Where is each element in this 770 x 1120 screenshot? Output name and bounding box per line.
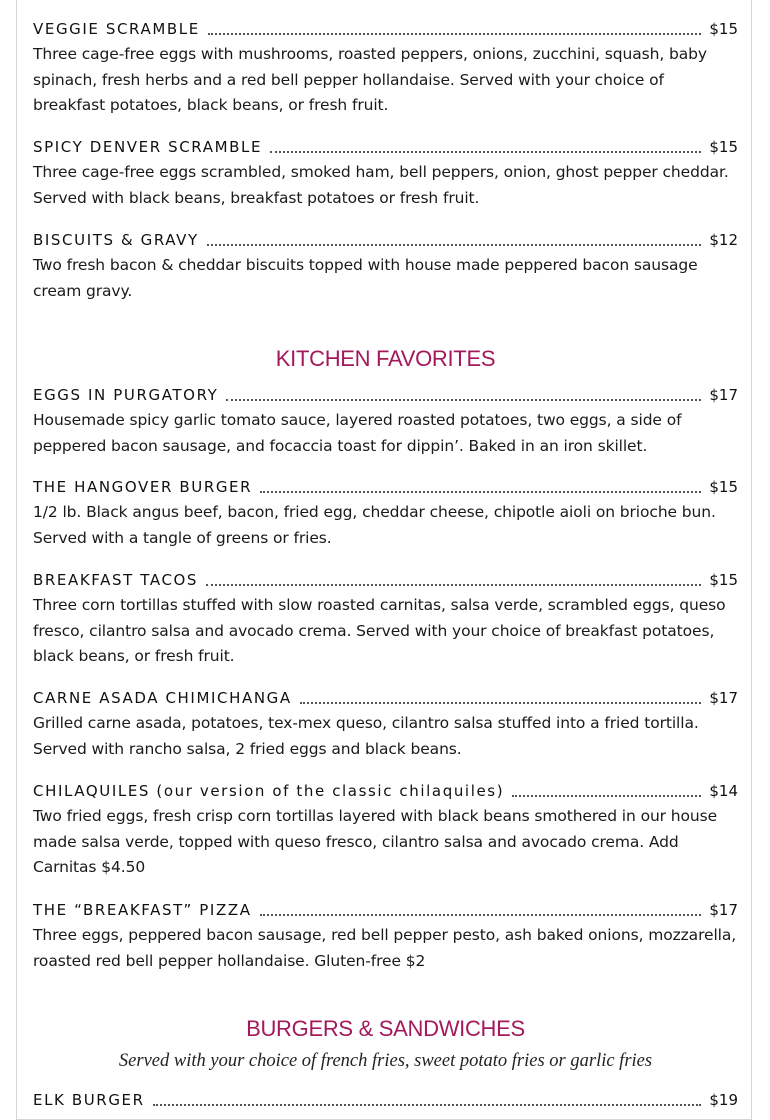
dot-leader <box>260 914 702 916</box>
menu-item-description: Three cage-free eggs scrambled, smoked ham, bell peppers, onion, ghost pepper cheddar. Served with black beans, breakfast potatoes or fresh fruit. <box>33 163 729 207</box>
dot-leader <box>270 151 701 153</box>
menu-item-header <box>33 475 738 497</box>
menu-item-name: ELK BURGER <box>33 1091 145 1109</box>
menu-item-price: $15 <box>709 478 738 496</box>
menu-item-name: BREAKFAST TACOS <box>33 571 199 589</box>
menu-item-price: $12 <box>709 231 738 249</box>
menu-item-name: VEGGIE SCRAMBLE <box>33 20 200 38</box>
menu-item <box>33 898 738 974</box>
menu-item <box>33 383 738 459</box>
menu-item-name: CHILAQUILES (our version of the classic chilaquiles) <box>33 782 505 800</box>
menu-item-description: Two fresh bacon & cheddar biscuits topped with house made peppered bacon sausage cream gravy. <box>33 256 698 300</box>
dot-leader <box>260 491 701 493</box>
menu-item-name: SPICY DENVER SCRAMBLE <box>33 138 263 156</box>
menu-item <box>33 135 738 211</box>
menu-item <box>33 686 738 762</box>
menu-item <box>33 1088 738 1110</box>
menu-item-header <box>33 898 738 920</box>
menu-item-price: $17 <box>709 689 738 707</box>
menu-item-name: CARNE ASADA CHIMICHANGA <box>33 689 292 707</box>
dot-leader <box>512 795 701 797</box>
menu-item-price: $14 <box>709 782 738 800</box>
menu-item-description: Housemade spicy garlic tomato sauce, layered roasted potatoes, two eggs, a side of peppered bacon sausage, and focaccia toast for dippin’. Baked in an iron skillet. <box>33 411 682 455</box>
dot-leader <box>300 702 702 704</box>
menu-item-header <box>33 568 738 590</box>
dot-leader <box>207 244 702 246</box>
menu-item-header <box>33 17 738 39</box>
menu-item-header <box>33 686 738 708</box>
section-title-burgers-sandwiches: BURGERS & SANDWICHES <box>246 1016 525 1041</box>
menu-item-name: THE “BREAKFAST” PIZZA <box>33 901 252 919</box>
dot-leader <box>153 1104 702 1106</box>
dot-leader <box>208 33 702 35</box>
menu-item <box>33 568 738 670</box>
menu-item-header <box>33 135 738 157</box>
menu-item-price: $19 <box>709 1091 738 1109</box>
menu-item-header <box>33 383 738 405</box>
menu-item <box>33 17 738 119</box>
menu-item-price: $15 <box>709 138 738 156</box>
menu-item-description: Three corn tortillas stuffed with slow roasted carnitas, salsa verde, scrambled eggs, queso fresco, cilantro salsa and avocado crema. Served with your choice of breakfast potatoes, black beans, or fresh fruit. <box>33 596 726 666</box>
menu-item-description: 1/2 lb. Black angus beef, bacon, fried egg, cheddar cheese, chipotle aioli on brioche bun. Served with a tangle of greens or fries. <box>33 503 716 547</box>
menu-item-header <box>33 228 738 250</box>
menu-item-name: EGGS IN PURGATORY <box>33 386 219 404</box>
menu-item-description: Two fried eggs, fresh crisp corn tortillas layered with black beans smothered in our house made salsa verde, topped with queso fresco, cilantro salsa and avocado crema. Add Carnitas $4.50 <box>33 807 718 877</box>
menu-item-description: Three eggs, peppered bacon sausage, red bell pepper pesto, ash baked onions, mozzarella, roasted red bell pepper hollandaise. Gluten-free $2 <box>33 926 737 970</box>
menu-item <box>33 779 738 881</box>
menu-item-price: $17 <box>709 901 738 919</box>
dot-leader <box>226 399 701 401</box>
menu-item <box>33 475 738 551</box>
dot-leader <box>206 584 701 586</box>
menu-item-name: BISCUITS & GRAVY <box>33 231 199 249</box>
menu-item-header <box>33 1088 738 1110</box>
section-title-kitchen-favorites: KITCHEN FAVORITES <box>275 346 496 371</box>
menu-item-description: Three cage-free eggs with mushrooms, roasted peppers, onions, zucchini, squash, baby spinach, fresh herbs and a red bell pepper hollandaise. Served with your choice of breakfast potatoes, black beans, or fresh fruit. <box>33 45 707 115</box>
menu-item <box>33 228 738 304</box>
menu-item-name: THE HANGOVER BURGER <box>33 478 253 496</box>
menu-item-price: $15 <box>709 20 738 38</box>
menu-item-price: $15 <box>709 571 738 589</box>
menu-item-description: Grilled carne asada, potatoes, tex-mex queso, cilantro salsa stuffed into a fried tortilla. Served with rancho salsa, 2 fried eggs and black beans. <box>33 714 699 758</box>
menu-item-price: $17 <box>709 386 738 404</box>
section-note: Served with your choice of french fries, sweet potato fries or garlic fries <box>118 1051 653 1071</box>
menu-item-header <box>33 779 738 801</box>
